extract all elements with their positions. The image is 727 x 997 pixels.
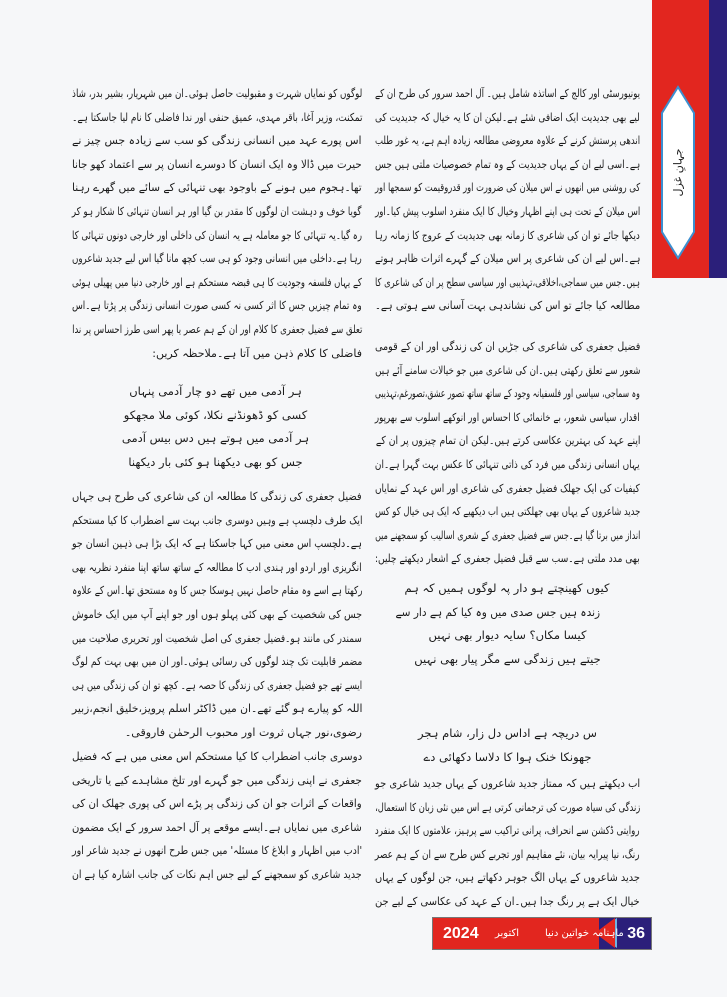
line-text: اس پورے عہد میں انسانی زندگی کو سب سے زیادہ جس چیز نے bbox=[72, 134, 362, 148]
text-line bbox=[72, 577, 362, 601]
line-text: اپنے عہد کی بہترین عکاسی کرتے ہیں۔لیکن ان تمام چیزوں پر ان کے bbox=[375, 434, 640, 448]
text-line bbox=[72, 530, 362, 554]
line-text: ہے۔دلچسپ اس معنی میں کہا جاسکتا ہے کہ ایک بڑا ہی ذہین انسان جو bbox=[72, 537, 362, 551]
line-text: وہ تمام چیزیں جس کا اثر کسی نہ کسی صورت انسانی زندگی پر پڑتا ہے۔اس bbox=[72, 299, 362, 313]
line-text: اندھی پرستش کرنے کے علاوہ معروضی مطالعہ زیادہ اہم ہے، یہ غور طلب bbox=[374, 134, 640, 148]
line-text: اب دیکھتے ہیں کہ ممتاز جدید شاعروں کے یہاں جدید شاعری جو bbox=[374, 777, 640, 790]
text-line bbox=[72, 648, 362, 672]
line-text: اقدار، سیاسی شعور، بے خانمائی کا احساس اور انوکھے اسلوب سے بھرپور bbox=[375, 410, 640, 424]
text-line bbox=[375, 451, 640, 475]
line-text: ہر آدمی میں تھے دو چار آدمی پنہاں bbox=[129, 384, 302, 398]
line-text: مضمر قابلیت تک چند لوگوں کی رسائی ہوئی۔اور ان میں بھی بہت کم لوگ bbox=[71, 655, 362, 669]
line-text: لوگوں کو نمایاں شہرت و مقبولیت حاصل ہوئی۔ان میں شہریار، بشیر بدر، شاذ bbox=[71, 87, 362, 100]
text-line bbox=[375, 522, 640, 546]
verse-line bbox=[405, 622, 610, 646]
text-line bbox=[72, 767, 362, 791]
line-text: روایتی ڈکشن سے انحراف، پرانی تراکیب سے پرہیز، علامتوں کا ایک منفرد bbox=[375, 824, 640, 838]
issue-year: 2024 bbox=[443, 925, 479, 942]
text-line bbox=[375, 80, 640, 104]
line-text: جھونکا خنک ہوا کا دلاسا دکھائی دے bbox=[423, 749, 592, 764]
line-text: 'ادب میں اظہار و ابلاغ کا مسئلہ' میں جس طرح انھوں نے جدید شاعر اور bbox=[71, 844, 362, 858]
verse-line bbox=[415, 744, 600, 768]
verse-block bbox=[395, 575, 610, 669]
line-text: حیرت میں ڈالا وہ ایک انسان کا دوسرے انسان پر سے اعتماد کھو جانا bbox=[72, 157, 362, 171]
line-text: س دریچہ ہے اداس دل زار، شام ہجر bbox=[418, 726, 597, 740]
text-line bbox=[375, 404, 640, 428]
text-line bbox=[72, 316, 362, 340]
text-line bbox=[72, 601, 362, 625]
text-line bbox=[375, 475, 640, 499]
line-text: زندگی کی سیاہ صورت کی ترجمانی کرتی ہے اس میں نئی زبان کا استعمال، bbox=[374, 800, 640, 814]
line-text: تھا۔ہجوم میں ہونے کے باوجود بھی تنہائی کے سائے میں گھرے رہنا bbox=[72, 181, 362, 195]
text-line bbox=[72, 507, 362, 531]
text-line bbox=[72, 245, 362, 269]
text-line bbox=[375, 245, 640, 269]
paragraph bbox=[375, 333, 640, 569]
line-text: وہ سماجی، سیاسی اور فلسفیانہ وجود کے ساتھ ساتھ تصور عشق،تصورغم،تہذیبی bbox=[375, 387, 640, 401]
line-text: رہ گیا۔یہ تنہائی کا جو معاملہ ہے یہ انسان کی داخلی اور خارجی دونوں تنہائی کا bbox=[72, 228, 362, 242]
line-text: ایسے تھے جو فضیل جعفری کی زندگی کا حصہ ہے۔ کچھ تو ان کی زندگی میں ہی bbox=[71, 678, 362, 692]
verse-line bbox=[395, 599, 610, 623]
line-text: ایک طرف دلچسپ ہے وہیں دوسری جانب بہت سے اضطراب کا کیا مستحکم bbox=[71, 513, 362, 527]
line-text: ہے۔اس لیے ان کی شاعری پر اس میلان کے گہرے اثرات ظاہر ہوتے bbox=[374, 252, 640, 266]
paragraph bbox=[375, 80, 640, 316]
issue-month: اکتوبر bbox=[495, 928, 520, 939]
line-text: کسی کو ڈھونڈنے نکلا، کوئی ملا مجھکو bbox=[123, 407, 308, 422]
text-line bbox=[375, 333, 640, 357]
text-line bbox=[72, 483, 362, 507]
line-text: انگریزی اور اردو اور ہندی ادب کا مطالعہ کے ساتھ ساتھ اپنا منفرد نظریہ بھی bbox=[72, 560, 362, 574]
right-column bbox=[375, 80, 640, 910]
text-line bbox=[72, 269, 362, 293]
text-line bbox=[72, 814, 362, 838]
line-text: رکھتا ہے اسے وہ مقام حاصل نہیں ہوسکا جس کا وہ مستحق تھا۔اس کے علاوہ bbox=[71, 584, 362, 598]
text-line bbox=[375, 770, 640, 794]
text-line bbox=[72, 719, 362, 743]
line-text: دوسری جانب اضطراب کا کیا مستحکم اس معنی میں ہے کہ فضیل bbox=[71, 750, 362, 763]
line-text: جیتے ہیں زندگی سے مگر پیار بھی نہیں bbox=[414, 651, 601, 666]
text-line bbox=[72, 554, 362, 578]
line-text: جس کو بھی دیکھنا ہو کئی بار دیکھنا bbox=[128, 454, 303, 469]
text-line bbox=[72, 625, 362, 649]
text-line bbox=[375, 427, 640, 451]
line-text: اس میلان کے تحت ہی اپنے اظہار وخیال کا ایک منفرد اسلوب پیش کیا۔اور bbox=[374, 204, 640, 218]
text-line bbox=[375, 127, 640, 151]
line-text: سمندر کی مانند ہو۔فضیل جعفری کی اصل شخصیت اور تحریری صلاحیت میں bbox=[72, 631, 362, 645]
line-text: تعلق سے فضیل جعفری کا کلام اور ان کے ہم عصر یا پھر اسی طرز احساس پر ندا bbox=[71, 322, 362, 336]
line-text: کیسا مکاں؟ سایہ دیوار بھی نہیں bbox=[428, 628, 587, 643]
text-line bbox=[72, 104, 362, 128]
text-line bbox=[72, 292, 362, 316]
text-line bbox=[72, 837, 362, 861]
text-line bbox=[375, 222, 640, 246]
section-banner-blue bbox=[709, 0, 727, 278]
text-line bbox=[375, 174, 640, 198]
line-text: فضیل جعفری کی زندگی کا مطالعہ ان کی شاعری کی طرح ہی جہاں bbox=[72, 490, 362, 503]
text-line bbox=[375, 292, 640, 316]
line-text: یہاں انسانی زندگی میں فرد کی ذاتی تنہائی کا عکس بہت گہرا ہے۔ان bbox=[375, 457, 640, 471]
text-line bbox=[72, 222, 362, 246]
text-line bbox=[375, 104, 640, 128]
line-text: فضیل جعفری کی شاعری کی جڑیں ان کی زندگی اور ان کے قومی bbox=[374, 340, 640, 353]
magazine-name: ماہنامہ خواتین دنیا bbox=[545, 928, 624, 939]
verse-block bbox=[415, 720, 600, 767]
line-text: ہیں۔جس میں سماجی،اخلاقی،تہذیبی اور سیاسی سطح پر ان کی شاعری کا bbox=[375, 275, 640, 289]
paragraph bbox=[375, 770, 640, 912]
text-line bbox=[375, 794, 640, 818]
text-line bbox=[72, 743, 362, 767]
verse-line bbox=[87, 402, 344, 426]
line-text: واقعات کے اثرات جو ان کی زندگی پر پڑے اس کی پوری جھلک ان کی bbox=[72, 797, 362, 811]
paragraph bbox=[72, 743, 362, 885]
line-text: تمکنت، وزیر آغا، باقر مہدی، عمیق حنفی اور ندا فاضلی کا نام لیا جاسکتا ہے۔ bbox=[71, 110, 362, 124]
line-text: رنگ، نیا پیرایہ بیان، نئے مفاہیم اور تجربے کس طرح سے ان کے ہم عصر bbox=[375, 847, 640, 861]
line-text: ہر آدمی میں ہوتے ہیں دس بیس آدمی bbox=[121, 431, 310, 446]
text-line bbox=[72, 340, 362, 364]
line-text: رضوی،نور جہاں ثروت اور محبوب الرحمٰن فاروقی۔ bbox=[124, 725, 362, 739]
text-line bbox=[72, 198, 362, 222]
line-text: کی روشنی میں انھوں نے اس میلان کی ضرورت اور قدروقیمت کو سمجھا اور bbox=[374, 181, 640, 195]
verse-line bbox=[405, 575, 610, 599]
line-text: جعفری نے اپنی زندگی میں جو گہرے اور تلخ مشاہدے کیے یا تاریخی bbox=[72, 773, 362, 787]
text-line bbox=[375, 380, 640, 404]
verse-line bbox=[415, 720, 600, 744]
line-text: یونیورسٹی اور کالج کے اساتذہ شامل ہیں۔ آل احمد سرور کی طرح ان کے bbox=[374, 87, 640, 100]
line-text: کے یہاں فلسفہ وجودیت کا ہی قبضہ مستحکم ہے اور خارجی دنیا میں پھیلی ہوئی bbox=[72, 275, 362, 289]
text-line bbox=[72, 127, 362, 151]
text-line bbox=[72, 151, 362, 175]
left-column bbox=[72, 80, 362, 910]
text-line bbox=[375, 269, 640, 293]
page-number: 36 bbox=[627, 925, 645, 942]
line-text: گویا خوف و دہشت ان لوگوں کا مقدر بن گیا اور ہر انسان تنہائی کا شکار ہو کر bbox=[72, 204, 362, 218]
text-line bbox=[375, 841, 640, 865]
line-text: بھی مدد ملتی ہے۔سب سے قبل فضیل جعفری کے اشعار دیکھتے چلیں: bbox=[375, 552, 640, 566]
line-text: ہے۔اسی لیے ان کے یہاں جدیدیت کے وہ تمام خصوصیات ملتی ہیں جس bbox=[374, 157, 640, 171]
line-text: دیکھا جائے تو ان کی شاعری کا زمانہ بھی جدیدیت کے عروج کا زمانہ رہا bbox=[375, 228, 640, 242]
text-line bbox=[72, 672, 362, 696]
section-label-text: جہانِ غزل bbox=[671, 148, 685, 197]
text-line bbox=[72, 790, 362, 814]
verse-line bbox=[405, 646, 610, 670]
line-text: شعور سے تعلق رکھتی ہیں۔ان کی شاعری میں جو خیالات سامنے آئے ہیں bbox=[374, 363, 640, 377]
line-text: جدید شاعری کو سمجھنے کے لیے جس اہم نکات کی جانب اشارہ کیا ہے ان bbox=[72, 867, 362, 881]
text-line bbox=[72, 174, 362, 198]
section-label bbox=[660, 85, 696, 260]
line-text: لیے بھی جدیدیت ایک اضافی شئے ہے۔لیکن ان کا یہ خیال کہ جدیدیت کی bbox=[375, 110, 640, 124]
line-text: انداز میں برتا گیا ہے۔جس سے فضیل جعفری کے شعری اسالیب کو سمجھنے میں bbox=[374, 528, 640, 542]
text-line bbox=[375, 198, 640, 222]
line-text: اللہ کو پیارے ہو گئے تھے۔ان میں ڈاکٹر اسلم پرویز،خلیق انجم،زبیر bbox=[71, 702, 362, 716]
line-text: فاضلی کا کلام ذہن میں آتا ہے۔ملاحظہ کریں: bbox=[152, 346, 362, 360]
text-line bbox=[72, 861, 362, 885]
verse-line bbox=[87, 449, 344, 473]
text-line bbox=[375, 151, 640, 175]
line-text: جدید شاعروں کے یہاں الگ جوہر دکھاتے ہیں، جن لوگوں کے یہاں bbox=[375, 871, 640, 885]
line-text: زندہ ہیں جس صدی میں وہ کیا کم ہے دار سے bbox=[395, 604, 601, 619]
paragraph bbox=[72, 80, 362, 363]
line-text: جس کی شخصیت کے بھی کئی پہلو ہوں اور جو اپنے آپ میں ایک خاموش bbox=[71, 607, 362, 621]
line-text: خیال ایک ہے پر رنگ جدا ہیں۔ان کے عہد کی عکاسی کے لیے جن bbox=[375, 894, 640, 908]
verse-line bbox=[87, 378, 344, 402]
verse-line bbox=[87, 425, 344, 449]
line-text: کیوں کھینچتے ہو دار پہ لوگوں ہمیں کہ ہم bbox=[404, 581, 610, 595]
text-line bbox=[375, 498, 640, 522]
line-text: جدید شاعروں کے یہاں بھی جھلکتی ہیں اب دیکھیے کہ ایک ہی خیال کو کس bbox=[374, 505, 640, 519]
text-line bbox=[375, 545, 640, 569]
verse-block bbox=[87, 378, 344, 472]
text-line bbox=[375, 888, 640, 912]
line-text: کیفیات کی ایک جھلک فضیل جعفری کی شاعری اور اس عہد کے نمایاں bbox=[375, 481, 640, 495]
text-line bbox=[72, 80, 362, 104]
text-line bbox=[375, 357, 640, 381]
line-text: شاعری میں نمایاں ہے۔ایسے موقعے پر آل احمد سرور کے ایک مضمون bbox=[72, 820, 362, 834]
text-line bbox=[375, 864, 640, 888]
text-line bbox=[72, 695, 362, 719]
paragraph bbox=[72, 483, 362, 743]
page-footer bbox=[432, 917, 652, 950]
line-text: رہا ہے۔داخلی میں انسانی وجود کو ہی سب کچھ مانا گیا اس لیے جدید شاعروں bbox=[72, 252, 362, 266]
line-text: مطالعہ کیا جائے تو اس کی نشاندہی بہت آسانی سے ہوتی ہے۔ bbox=[374, 299, 640, 313]
text-line bbox=[375, 817, 640, 841]
